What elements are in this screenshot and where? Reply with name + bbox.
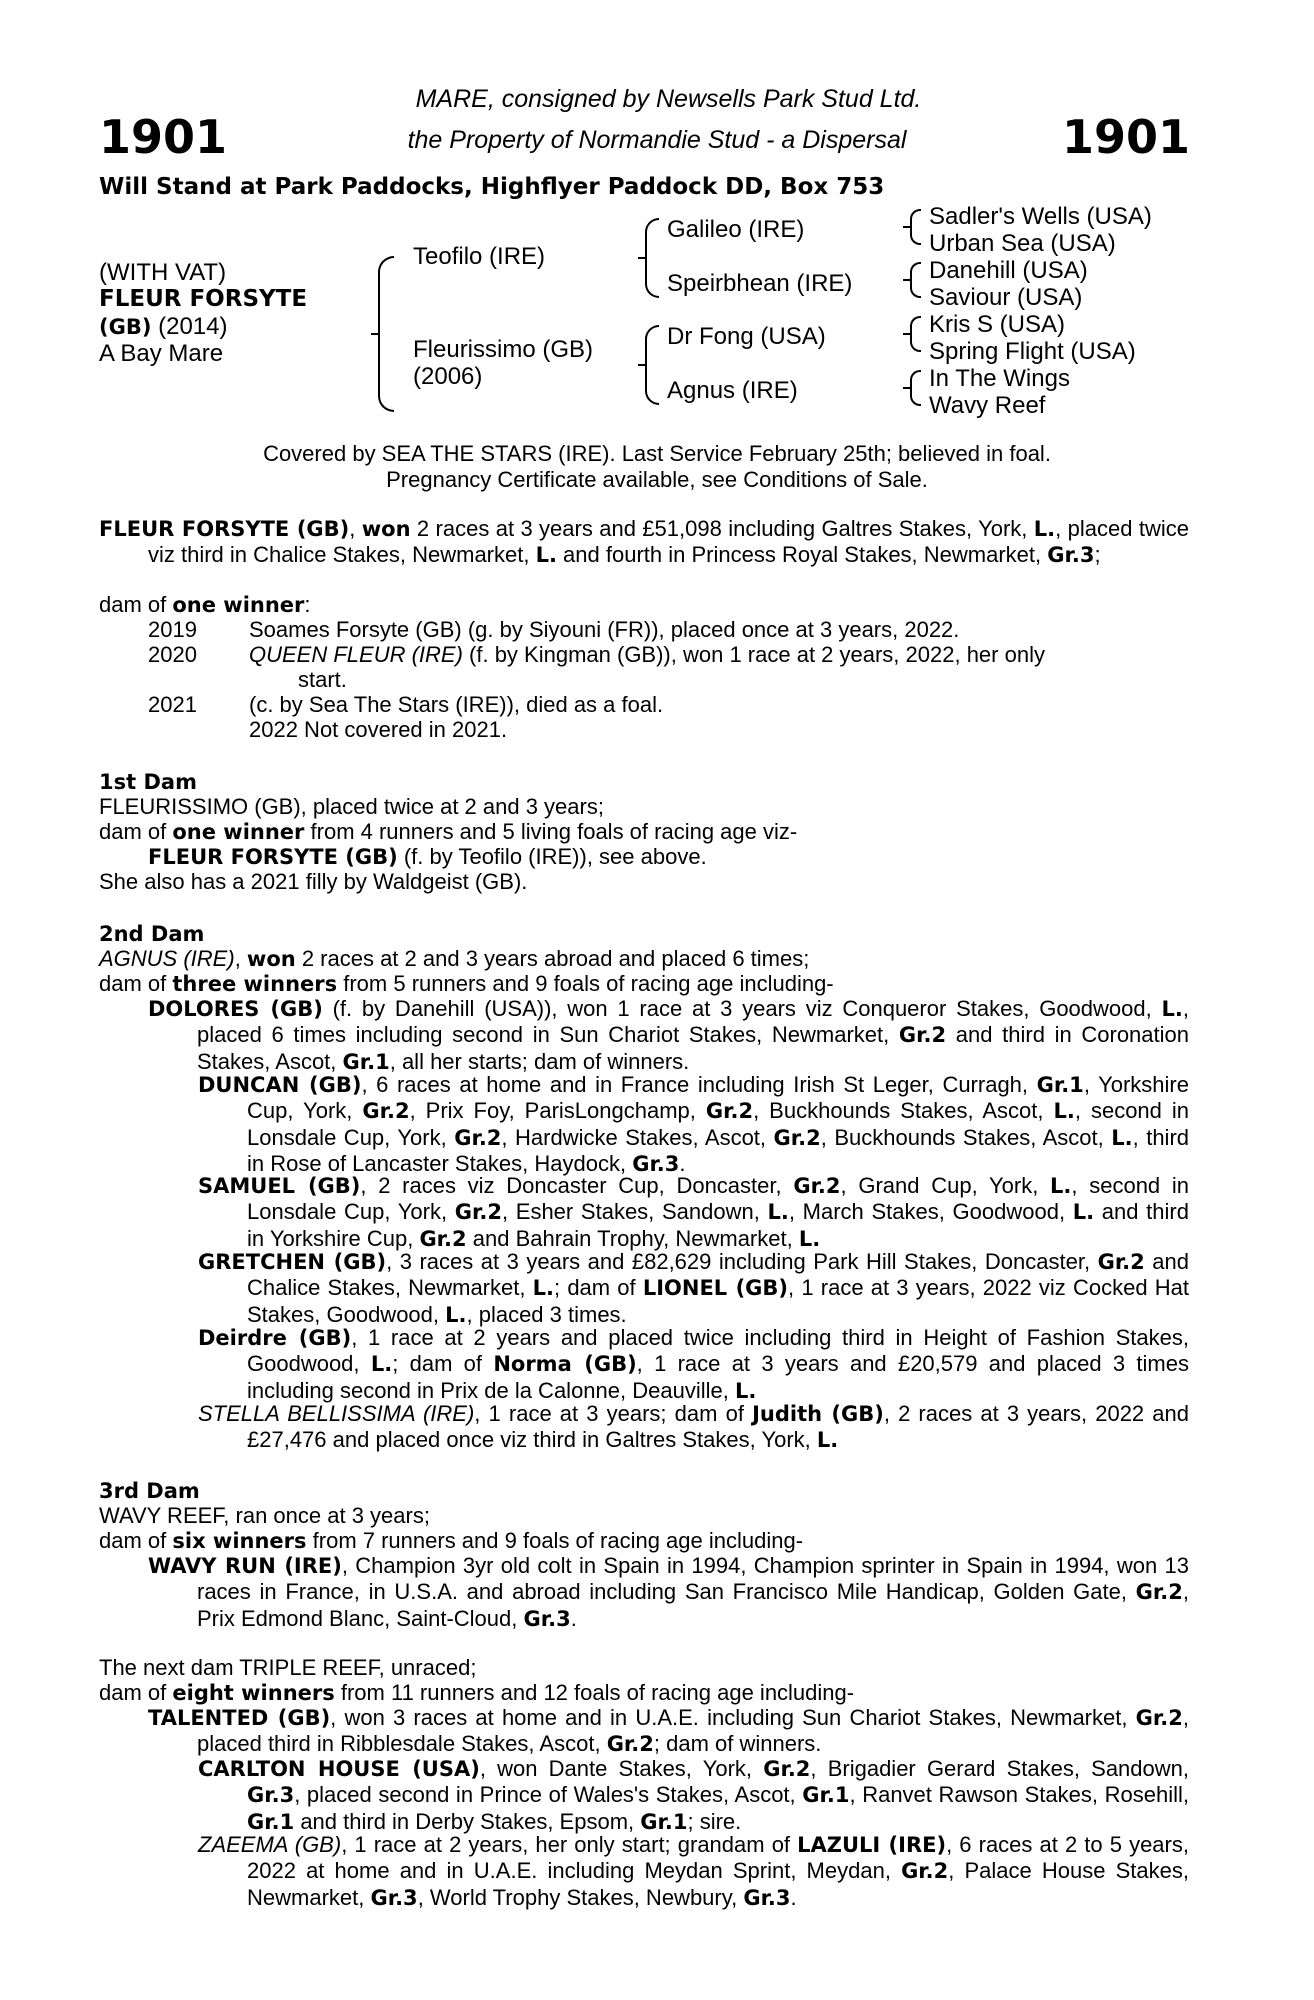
ggs-6: Spring Flight (USA) bbox=[929, 338, 1136, 365]
pedigree-brace bbox=[645, 325, 659, 405]
dam-of-line: dam of one winner: bbox=[99, 592, 311, 617]
dam-text: AGNUS (IRE), won 2 races at 2 and 3 years abroad and placed 6 times; bbox=[99, 946, 810, 971]
dam-dam: Agnus (IRE) bbox=[667, 377, 798, 404]
covered-line: Covered by SEA THE STARS (IRE). Last Service February 25th; believed in foal. bbox=[263, 441, 1051, 466]
produce-entry: CARLTON HOUSE (USA), won Dante Stakes, York, Gr.2, Brigadier Gerard Stakes, Sandown, Gr.3, placed second in Prince of Wales's Stakes, Ascot, Gr.1, Ranvet Rawson Stakes, Rosehill, Gr.1 and third in Derby Stakes, Epsom, Gr.1; sire. bbox=[198, 1756, 1189, 1834]
sire-dam: Speirbhean (IRE) bbox=[667, 270, 853, 297]
produce-entry: SAMUEL (GB), 2 races viz Doncaster Cup, Doncaster, Gr.2, Grand Cup, York, L., second in Lonsdale Cup, York, Gr.2, Esher Stakes, Sandown, L., March Stakes, Goodwood, L. and third in Yorkshire Cup, Gr.2 and Bahrain Trophy, Newmarket, L. bbox=[198, 1173, 1190, 1251]
produce-text: QUEEN FLEUR (IRE) (f. by Kingman (GB)), won 1 race at 2 years, 2022, her only bbox=[249, 642, 1045, 667]
section-heading: 1st Dam bbox=[99, 770, 197, 794]
produce-text: (c. by Sea The Stars (IRE)), died as a foal. bbox=[249, 692, 664, 717]
produce-year: 2021 bbox=[148, 692, 197, 717]
produce-text: 2022 Not covered in 2021. bbox=[249, 717, 508, 742]
dam-text: dam of eight winners from 11 runners and 12 foals of racing age including- bbox=[99, 1680, 855, 1705]
dam-sire: Dr Fong (USA) bbox=[667, 323, 826, 350]
pedigree-brace bbox=[910, 209, 921, 245]
ggs-8: Wavy Reef bbox=[929, 392, 1046, 419]
produce-entry: FLEUR FORSYTE (GB) (f. by Teofilo (IRE)), see above. bbox=[148, 844, 707, 869]
property-line: the Property of Normandie Stud - a Dispersal bbox=[407, 126, 907, 154]
section-heading: 2nd Dam bbox=[99, 922, 205, 946]
dam-text: dam of three winners from 5 runners and 9 foals of racing age including- bbox=[99, 971, 834, 996]
dam: Fleurissimo (GB) bbox=[413, 336, 594, 363]
produce-entry: STELLA BELLISSIMA (IRE), 1 race at 3 years; dam of Judith (GB), 2 races at 3 years, 2022 and £27,476 and placed once viz third in Galtres Stakes, York, L. bbox=[198, 1401, 1189, 1453]
produce-entry: Deirdre (GB), 1 race at 2 years and placed twice including third in Height of Fashion Stakes, Goodwood, L.; dam of Norma (GB), 1 race at 3 years and £20,579 and placed 3 times including second in Prix de la Calonne, Deauville, L. bbox=[198, 1325, 1189, 1403]
ggs-2: Urban Sea (USA) bbox=[929, 230, 1116, 257]
produce-entry: GRETCHEN (GB), 3 races at 3 years and £82,629 including Park Hill Stakes, Doncaster, Gr.2 and Chalice Stakes, Newmarket, L.; dam of LIONEL (GB), 1 race at 3 years, 2022 viz Cocked Hat Stakes, Goodwood, L., placed 3 times. bbox=[198, 1249, 1190, 1327]
produce-entry: DOLORES (GB) (f. by Danehill (USA)), won 1 race at 3 years viz Conqueror Stakes, Goodwood, L., placed 6 times including second in Sun Chariot Stakes, Newmarket, Gr.2 and third in Coronation Stakes, Ascot, Gr.1, all her starts; dam of winners. bbox=[148, 996, 1189, 1074]
ggs-3: Danehill (USA) bbox=[929, 257, 1088, 284]
lot-number-left: 1901 bbox=[99, 110, 228, 164]
consignor-line: MARE, consigned by Newsells Park Stud Ltd. bbox=[415, 85, 922, 113]
produce-entry: ZAEEMA (GB), 1 race at 2 years, her only start; grandam of LAZULI (IRE), 6 races at 2 to 5 years, 2022 at home and in U.A.E. including Meydan Sprint, Meydan, Gr.2, Palace House Stakes, Newmarket, Gr.3, World Trophy Stakes, Newbury, Gr.3. bbox=[198, 1832, 1189, 1910]
produce-year: 2019 bbox=[148, 617, 197, 642]
ggs-1: Sadler's Wells (USA) bbox=[929, 203, 1152, 230]
ggs-7: In The Wings bbox=[929, 365, 1070, 392]
pedigree-brace bbox=[910, 370, 921, 406]
produce-year: 2020 bbox=[148, 642, 197, 667]
sire-sire: Galileo (IRE) bbox=[667, 216, 805, 243]
horse-suffix: (GB) (2014) bbox=[99, 313, 228, 340]
stabling-line: Will Stand at Park Paddocks, Highflyer Paddock DD, Box 753 bbox=[99, 174, 885, 200]
dam-text: WAVY REEF, ran once at 3 years; bbox=[99, 1503, 430, 1528]
lot-number-right: 1901 bbox=[1061, 110, 1190, 164]
produce-entry: TALENTED (GB), won 3 races at home and in U.A.E. including Sun Chariot Stakes, Newmarket, Gr.2, placed third in Ribblesdale Stakes, Ascot, Gr.2; dam of winners. bbox=[148, 1705, 1189, 1757]
dam-text: dam of one winner from 4 runners and 5 living foals of racing age viz- bbox=[99, 819, 798, 844]
pedigree-brace bbox=[910, 262, 921, 298]
ggs-4: Saviour (USA) bbox=[929, 284, 1083, 311]
produce-entry: DUNCAN (GB), 6 races at home and in France including Irish St Leger, Curragh, Gr.1, Yorkshire Cup, York, Gr.2, Prix Foy, ParisLongchamp, Gr.2, Buckhounds Stakes, Ascot, L., second in Lonsdale Cup, York, Gr.2, Hardwicke Stakes, Ascot, Gr.2, Buckhounds Stakes, Ascot, L., third in Rose of Lancaster Stakes, Haydock, Gr.3. bbox=[198, 1072, 1190, 1176]
certificate-line: Pregnancy Certificate available, see Conditions of Sale. bbox=[386, 467, 928, 492]
section-heading: 3rd Dam bbox=[99, 1479, 200, 1503]
vat-note: (WITH VAT) bbox=[99, 259, 227, 286]
dam-text: She also has a 2021 filly by Waldgeist (GB). bbox=[99, 869, 528, 894]
dam-text: dam of six winners from 7 runners and 9 foals of racing age including- bbox=[99, 1528, 804, 1553]
dam-text: FLEURISSIMO (GB), placed twice at 2 and 3 years; bbox=[99, 794, 604, 819]
produce-text: start. bbox=[298, 667, 347, 692]
horse-name: FLEUR FORSYTE bbox=[99, 286, 308, 312]
pedigree-brace bbox=[378, 256, 394, 412]
pedigree-brace bbox=[645, 218, 659, 298]
horse-description: A Bay Mare bbox=[99, 340, 224, 367]
produce-text: Soames Forsyte (GB) (g. by Siyouni (FR)), placed once at 3 years, 2022. bbox=[249, 617, 960, 642]
dam-text: The next dam TRIPLE REEF, unraced; bbox=[99, 1655, 477, 1680]
pedigree-brace bbox=[910, 316, 921, 352]
dam-year: (2006) bbox=[413, 363, 483, 390]
sire: Teofilo (IRE) bbox=[413, 243, 546, 270]
produce-entry: WAVY RUN (IRE), Champion 3yr old colt in Spain in 1994, Champion sprinter in Spain in 1994, won 13 races in France, in U.S.A. and abroad including San Francisco Mile Handicap, Golden Gate, Gr.2, Prix Edmond Blanc, Saint-Cloud, Gr.3. bbox=[148, 1553, 1189, 1631]
ggs-5: Kris S (USA) bbox=[929, 311, 1066, 338]
race-record: FLEUR FORSYTE (GB), won 2 races at 3 years and £51,098 including Galtres Stakes, York, L., placed twice viz third in Chalice Stakes, Newmarket, L. and fourth in Princess Royal Stakes, Newmarket, Gr.3; bbox=[99, 516, 1189, 568]
